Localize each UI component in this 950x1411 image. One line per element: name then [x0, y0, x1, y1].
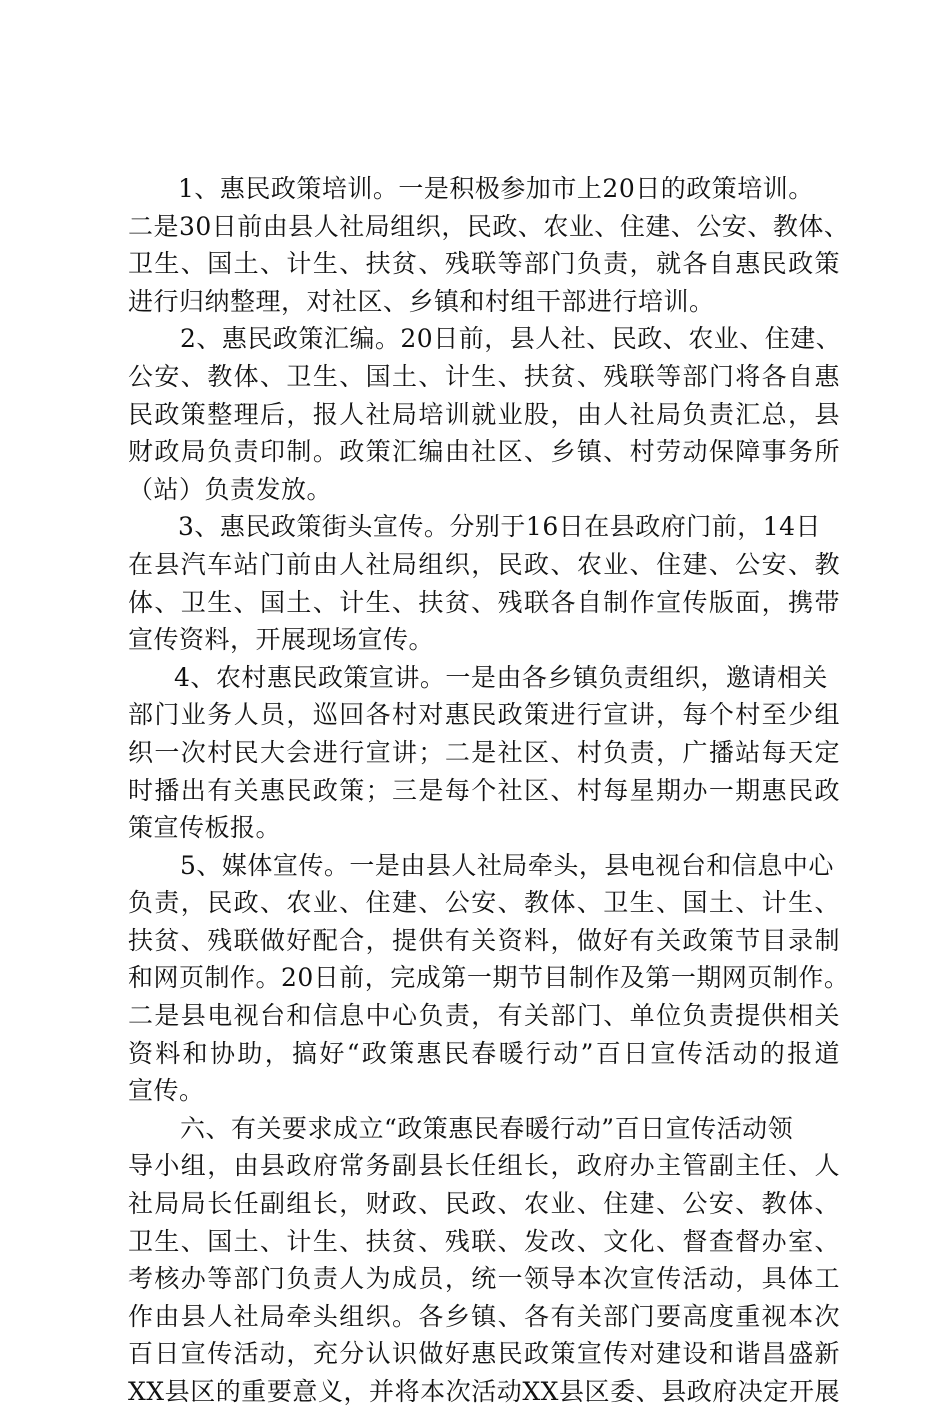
paragraph-line: 二是30日前由县人社局组织，民政、农业、住建、公安、教体、	[128, 211, 850, 241]
paragraph-line: 负责，民政、农业、住建、公安、教体、卫生、国土、计生、	[128, 888, 840, 918]
paragraph-3	[128, 508, 840, 658]
paragraph-line: 进行归纳整理，对社区、乡镇和村组干部进行培训。	[128, 286, 715, 316]
paragraph-line: 卫生、国土、计生、扶贫、残联等部门负责，就各自惠民政策	[128, 249, 840, 279]
paragraph-line: 导小组，由县政府常务副县长任组长，政府办主管副主任、人	[128, 1151, 840, 1181]
paragraph-line: 部门业务人员，巡回各村对惠民政策进行宣讲，每个村至少组	[128, 700, 840, 730]
paragraph-line: 二是县电视台和信息中心负责，有关部门、单位负责提供相关	[128, 1001, 840, 1031]
paragraph-line: 资料和协助，搞好“政策惠民春暖行动”百日宣传活动的报道	[128, 1038, 840, 1068]
paragraph-line: 社局局长任副组长，财政、民政、农业、住建、公安、教体、	[128, 1189, 840, 1219]
paragraph-line: 卫生、国土、计生、扶贫、残联、发改、文化、督查督办室、	[128, 1226, 840, 1256]
paragraph-4	[128, 659, 840, 847]
paragraph-line: 2、惠民政策汇编。20日前，县人社、民政、农业、住建、	[180, 324, 842, 354]
paragraph-line: 策宣传板报。	[128, 813, 282, 843]
document-body	[128, 170, 850, 1411]
paragraph-5	[128, 847, 850, 1110]
paragraph-line: 5、媒体宣传。一是由县人社局牵头，县电视台和信息中心	[180, 850, 834, 880]
paragraph-6	[128, 1110, 840, 1411]
paragraph-line: XX县区的重要意义，并将本次活动XX县区委、县政府决定开展	[128, 1377, 840, 1406]
paragraph-line: 公安、教体、卫生、国土、计生、扶贫、残联等部门将各自惠	[128, 361, 840, 391]
paragraph-line: 织一次村民大会进行宣讲；二是社区、村负责，广播站每天定	[128, 737, 840, 767]
paragraph-line: 4、农村惠民政策宣讲。一是由各乡镇负责组织，邀请相关	[174, 662, 828, 692]
paragraph-line: 时播出有关惠民政策；三是每个社区、村每星期办一期惠民政	[128, 775, 840, 805]
paragraph-line: 宣传。	[128, 1076, 205, 1106]
paragraph-1	[128, 170, 850, 320]
paragraph-line: 财政局负责印制。政策汇编由社区、乡镇、村劳动保障事务所	[128, 437, 840, 467]
paragraph-2	[128, 320, 840, 508]
paragraph-line: 体、卫生、国土、计生、扶贫、残联各自制作宣传版面，携带	[128, 587, 840, 617]
paragraph-line: （站）负责发放。	[128, 474, 333, 504]
paragraph-line: 3、惠民政策街头宣传。分别于16日在县政府门前，14日	[178, 512, 822, 542]
paragraph-line: 民政策整理后，报人社局培训就业股，由人社局负责汇总，县	[128, 399, 840, 429]
paragraph-line: 考核办等部门负责人为成员，统一领导本次宣传活动，具体工	[128, 1264, 840, 1294]
paragraph-line: 和网页制作。20日前，完成第一期节目制作及第一期网页制作。	[128, 963, 850, 993]
paragraph-line: 在县汽车站门前由人社局组织，民政、农业、住建、公安、教	[128, 549, 840, 579]
paragraph-line: 百日宣传活动，充分认识做好惠民政策宣传对建设和谐昌盛新	[128, 1339, 840, 1369]
paragraph-line: 扶贫、残联做好配合，提供有关资料，做好有关政策节目录制	[128, 925, 840, 955]
paragraph-line: 六、有关要求成立“政策惠民春暖行动”百日宣传活动领	[180, 1113, 794, 1143]
paragraph-line: 1、惠民政策培训。一是积极参加市上20日的政策培训。	[178, 174, 814, 203]
paragraph-line: 作由县人社局牵头组织。各乡镇、各有关部门要高度重视本次	[128, 1301, 840, 1331]
paragraph-line: 宣传资料，开展现场宣传。	[128, 625, 435, 655]
